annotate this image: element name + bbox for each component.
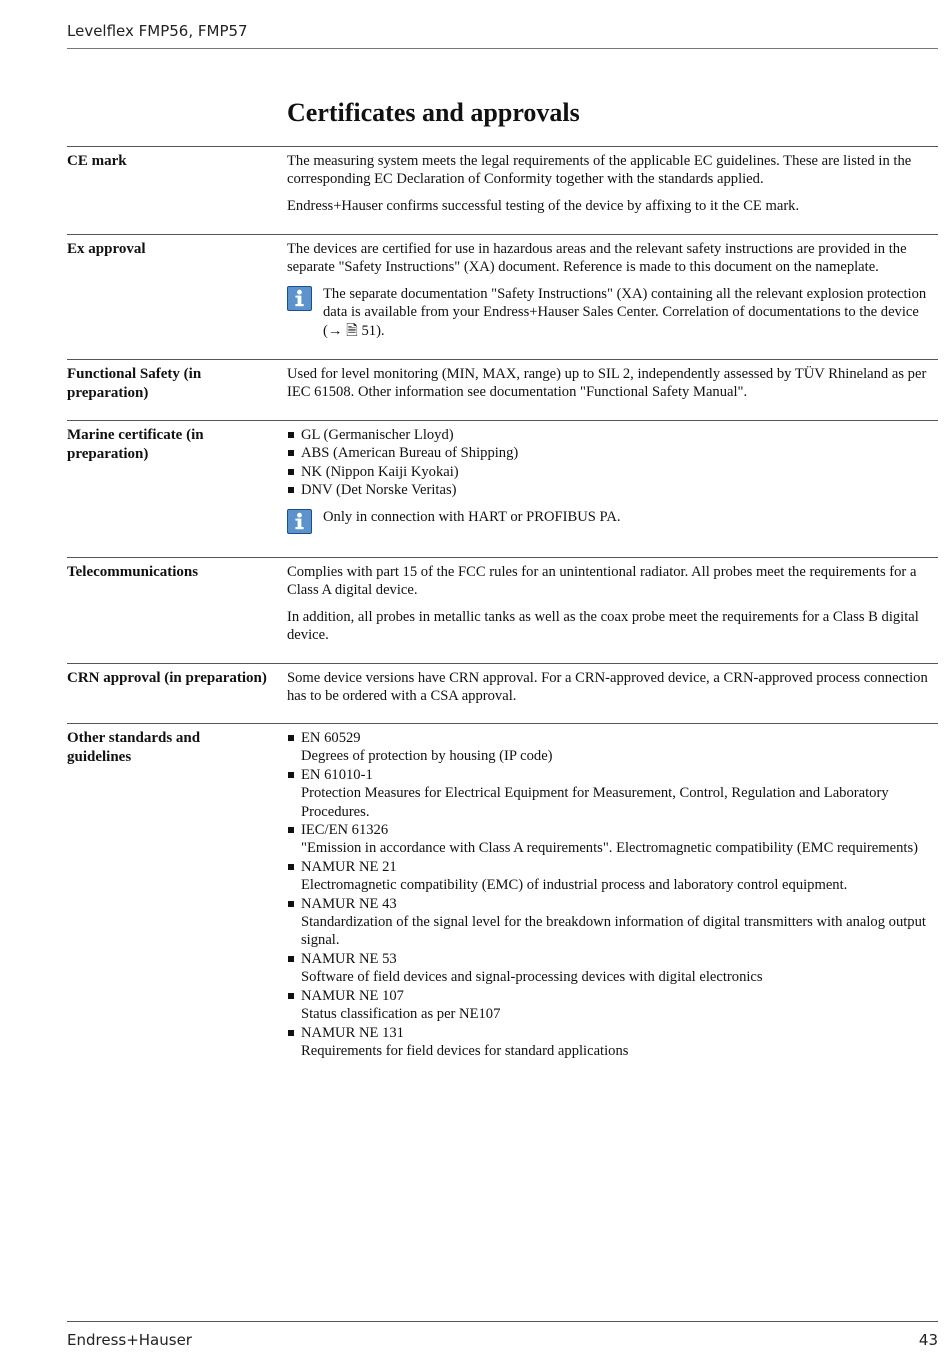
standard-description: Status classification as per NE107	[301, 1006, 501, 1023]
section-label: CE mark	[67, 153, 127, 169]
paragraph: Endress+Hauser confirms successful testing of the device by affixing to it the CE mark.	[287, 197, 800, 214]
note-text: Only in connection with HART or PROFIBUS PA.	[323, 508, 621, 525]
footer-divider	[67, 1321, 938, 1322]
list-item	[287, 858, 938, 895]
standard-description: "Emission in accordance with Class A requirements". Electromagnetic compatibility (EMC requirements)	[301, 840, 918, 857]
standards-list	[287, 729, 938, 1060]
section-body	[287, 669, 938, 714]
info-note	[287, 508, 938, 534]
page-title: Certificates and approvals	[287, 98, 580, 127]
section-label: Ex approval	[67, 241, 146, 257]
section-divider	[67, 663, 938, 664]
list-item	[287, 950, 938, 987]
standard-code: IEC/EN 61326	[301, 822, 389, 839]
section-label: Telecommunications	[67, 564, 199, 580]
list-item: GL (Germanischer Lloyd)	[287, 426, 938, 444]
list-item	[287, 729, 938, 766]
standard-description: Degrees of protection by housing (IP code)	[301, 748, 553, 765]
section-divider	[67, 557, 938, 558]
bullet-list	[287, 426, 938, 500]
list-item	[287, 987, 938, 1024]
info-icon	[287, 286, 312, 311]
section-body	[287, 152, 938, 223]
section-divider	[67, 723, 938, 724]
standard-code: NAMUR NE 53	[301, 950, 397, 967]
standard-description: Software of field devices and signal-processing devices with digital electronics	[301, 969, 763, 986]
section-divider	[67, 420, 938, 421]
paragraph: In addition, all probes in metallic tanks as well as the coax probe meet the requirements for a Class B digital device.	[287, 608, 919, 644]
section-divider	[67, 234, 938, 235]
section-body	[287, 426, 938, 534]
standard-description: Requirements for field devices for standard applications	[301, 1042, 629, 1059]
list-item: DNV (Det Norske Veritas)	[287, 481, 938, 499]
standard-code: NAMUR NE 107	[301, 987, 404, 1004]
list-item	[287, 821, 938, 858]
list-item	[287, 895, 938, 950]
header-divider	[67, 48, 938, 49]
footer-company: Endress+Hauser	[67, 1331, 192, 1349]
standard-description: Protection Measures for Electrical Equipment for Measurement, Control, Regulation and Laboratory Procedures.	[301, 785, 889, 820]
section-label: Marine certificate (in preparation)	[67, 427, 204, 462]
standard-code: NAMUR NE 131	[301, 1024, 404, 1041]
section-body	[287, 729, 938, 1060]
standard-description: Standardization of the signal level for the breakdown information of digital transmitters with analog output signal.	[301, 914, 926, 949]
paragraph: The devices are certified for use in hazardous areas and the relevant safety instructions are provided in the separate "Safety Instructions" (XA) document. Reference is made to this document on the nameplate.	[287, 241, 907, 276]
section-body	[287, 240, 938, 340]
note-text: The separate documentation "Safety Instructions" (XA) containing all the relevant explosion protection data is available from your Endress+Hauser Sales Center. Correlation of documentations to the device (→ 🗎 51).	[323, 285, 927, 339]
standard-description: Electromagnetic compatibility (EMC) of industrial process and laboratory control equipment.	[301, 877, 848, 894]
paragraph: Used for level monitoring (MIN, MAX, range) up to SIL 2, independently assessed by TÜV Rhineland as per IEC 61508. Other information see documentation "Functional Safety Manual".	[287, 366, 927, 401]
section-label: Other standards and guidelines	[67, 730, 201, 765]
paragraph: Some device versions have CRN approval. For a CRN-approved device, a CRN-approved process connection has to be ordered with a CSA approval.	[287, 670, 928, 705]
list-item	[287, 766, 938, 821]
page-number: 43	[918, 1331, 938, 1349]
section-label: CRN approval (in preparation)	[67, 670, 267, 686]
standard-code: NAMUR NE 21	[301, 858, 397, 875]
section-body	[287, 365, 938, 410]
standard-code: EN 60529	[301, 730, 361, 746]
standard-code: NAMUR NE 43	[301, 895, 397, 912]
list-item: NK (Nippon Kaiji Kyokai)	[287, 463, 938, 481]
standard-code: EN 61010-1	[301, 766, 373, 783]
section-divider	[67, 359, 938, 360]
section-divider	[67, 146, 938, 147]
list-item	[287, 1024, 938, 1061]
section-body	[287, 563, 938, 653]
list-item: ABS (American Bureau of Shipping)	[287, 444, 938, 462]
document-header-title: Levelflex FMP56, FMP57	[67, 22, 248, 40]
info-note	[287, 285, 938, 340]
section-label: Functional Safety (in preparation)	[67, 366, 202, 401]
info-icon	[287, 509, 312, 534]
paragraph: The measuring system meets the legal requirements of the applicable EC guidelines. These are listed in the corresponding EC Declaration of Conformity together with the standards applied.	[287, 153, 912, 188]
paragraph: Complies with part 15 of the FCC rules for an unintentional radiator. All probes meet the requirements for a Class A digital device.	[287, 564, 917, 599]
